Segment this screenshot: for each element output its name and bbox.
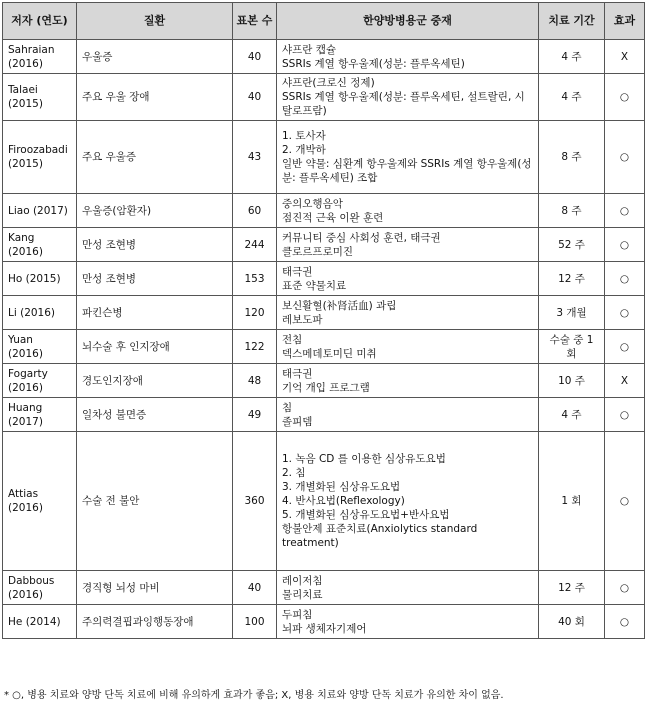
effect-cell: ○ <box>605 571 645 605</box>
sample-size-cell: 43 <box>233 121 277 194</box>
effect-cell: ○ <box>605 121 645 194</box>
intervention-line: 샤프란 캡슐 <box>282 43 337 56</box>
duration-cell: 8 주 <box>539 121 605 194</box>
table-row <box>3 330 645 364</box>
duration-cell: 12 주 <box>539 571 605 605</box>
disease-cell: 만성 조현병 <box>77 262 233 296</box>
intervention-line: 태극권 <box>282 265 313 278</box>
intervention-line: 물리치료 <box>282 588 323 601</box>
duration-cell: 8 주 <box>539 194 605 228</box>
effect-cell: ○ <box>605 605 645 639</box>
disease-cell: 주요 우울 장애 <box>77 74 233 121</box>
effect-cell: ○ <box>605 74 645 121</box>
intervention-cell <box>277 40 539 74</box>
intervention-line: 1. 토사자 <box>282 130 326 142</box>
table-row <box>3 432 645 571</box>
disease-cell: 수술 전 불안 <box>77 432 233 571</box>
duration-cell: 4 주 <box>539 398 605 432</box>
header-intervention: 한양방병용군 중재 <box>277 3 539 40</box>
intervention-line: 중의오행음악 <box>282 197 343 210</box>
duration-cell: 4 주 <box>539 40 605 74</box>
disease-cell: 경직형 뇌성 마비 <box>77 571 233 605</box>
effect-cell: ○ <box>605 432 645 571</box>
intervention-cell <box>277 121 539 194</box>
duration-cell: 52 주 <box>539 228 605 262</box>
table-row <box>3 364 645 398</box>
disease-cell: 파킨슨병 <box>77 296 233 330</box>
header-row <box>3 3 645 40</box>
author-cell: Huang (2017) <box>3 398 77 432</box>
intervention-line: 표준 약물치료 <box>282 279 347 292</box>
table-row <box>3 398 645 432</box>
intervention-line: 항불안제 표준치료(Anxiolytics standard treatment) <box>282 523 478 549</box>
intervention-line: 덱스메데토미딘 미취 <box>282 347 377 360</box>
author-cell: Firoozabadi (2015) <box>3 121 77 194</box>
disease-cell: 주요 우울증 <box>77 121 233 194</box>
header-author: 저자 (연도) <box>3 3 77 40</box>
disease-cell: 뇌수술 후 인지장애 <box>77 330 233 364</box>
sample-size-cell: 360 <box>233 432 277 571</box>
sample-size-cell: 122 <box>233 330 277 364</box>
intervention-cell <box>277 432 539 571</box>
intervention-line: 태극권 <box>282 367 313 380</box>
duration-cell: 40 회 <box>539 605 605 639</box>
intervention-line: 레보도파 <box>282 313 323 326</box>
table-row <box>3 571 645 605</box>
table-body <box>3 40 645 639</box>
author-cell: Liao (2017) <box>3 194 77 228</box>
footnote: * ○, 병용 치료와 양방 단독 치료에 비해 유의하게 효과가 좋음; X, 병용 치료와 양방 단독 치료가 유의한 차이 없음. <box>4 690 504 701</box>
intervention-cell <box>277 194 539 228</box>
intervention-line: 3. 개별화된 심상유도요법 <box>282 481 401 493</box>
intervention-cell <box>277 74 539 121</box>
intervention-cell <box>277 364 539 398</box>
table-row <box>3 74 645 121</box>
effect-cell: ○ <box>605 398 645 432</box>
duration-cell: 수술 중 1 회 <box>539 330 605 364</box>
effect-cell: ○ <box>605 330 645 364</box>
intervention-line: 레이저침 <box>282 574 323 587</box>
author-cell: Kang (2016) <box>3 228 77 262</box>
intervention-line: 점진적 근육 이완 훈련 <box>282 211 384 224</box>
author-cell: Li (2016) <box>3 296 77 330</box>
intervention-line: 2. 개박하 <box>282 144 326 156</box>
header-effect: 효과 <box>605 3 645 40</box>
disease-cell: 우울증(암환자) <box>77 194 233 228</box>
intervention-line: 5. 개별화된 심상유도요법+반사요법 <box>282 509 450 521</box>
author-cell: Fogarty (2016) <box>3 364 77 398</box>
sample-size-cell: 40 <box>233 571 277 605</box>
intervention-line: 기억 개입 프로그램 <box>282 381 370 394</box>
table-row <box>3 228 645 262</box>
intervention-line: 4. 반사요법(Reflexology) <box>282 495 405 507</box>
author-cell: Attias (2016) <box>3 432 77 571</box>
header-duration: 치료 기간 <box>539 3 605 40</box>
intervention-table <box>2 2 645 639</box>
duration-cell: 10 주 <box>539 364 605 398</box>
intervention-line: 1. 녹음 CD 를 이용한 심상유도요법 <box>282 453 446 465</box>
intervention-line: 보신활혈(补肾活血) 과립 <box>282 299 397 312</box>
effect-cell: ○ <box>605 296 645 330</box>
duration-cell: 4 주 <box>539 74 605 121</box>
effect-cell: ○ <box>605 228 645 262</box>
intervention-line: 샤프란(크로신 정제) <box>282 77 375 89</box>
sample-size-cell: 120 <box>233 296 277 330</box>
sample-size-cell: 40 <box>233 40 277 74</box>
effect-cell: X <box>605 40 645 74</box>
author-cell: Talaei (2015) <box>3 74 77 121</box>
intervention-cell <box>277 330 539 364</box>
table-row <box>3 40 645 74</box>
intervention-cell <box>277 296 539 330</box>
effect-cell: ○ <box>605 194 645 228</box>
header-disease: 질환 <box>77 3 233 40</box>
disease-cell: 우울증 <box>77 40 233 74</box>
header-sample-size: 표본 수 <box>233 3 277 40</box>
intervention-line: 클로르프로미진 <box>282 245 354 258</box>
sample-size-cell: 244 <box>233 228 277 262</box>
disease-cell: 주의력결핍과잉행동장애 <box>77 605 233 639</box>
effect-cell: ○ <box>605 262 645 296</box>
intervention-line: 일반 약물: 심환계 항우울제와 SSRIs 계열 항우울제(성분: 플루옥세틴) 조합 <box>282 158 532 184</box>
sample-size-cell: 100 <box>233 605 277 639</box>
author-cell: Ho (2015) <box>3 262 77 296</box>
intervention-line: 두피침 <box>282 608 313 621</box>
intervention-line: 커뮤니티 중심 사회성 훈련, 태극권 <box>282 231 441 244</box>
duration-cell: 1 회 <box>539 432 605 571</box>
disease-cell: 일차성 불면증 <box>77 398 233 432</box>
sample-size-cell: 153 <box>233 262 277 296</box>
sample-size-cell: 49 <box>233 398 277 432</box>
table-row <box>3 194 645 228</box>
duration-cell: 12 주 <box>539 262 605 296</box>
author-cell: Yuan (2016) <box>3 330 77 364</box>
intervention-cell <box>277 262 539 296</box>
table-row <box>3 121 645 194</box>
author-cell: He (2014) <box>3 605 77 639</box>
intervention-line: SSRIs 계열 항우울제(성분: 플루옥세틴, 설트랄린, 시탈로프람) <box>282 91 525 117</box>
intervention-cell <box>277 228 539 262</box>
intervention-line: 뇌파 생체자기제어 <box>282 622 367 635</box>
intervention-cell <box>277 398 539 432</box>
intervention-cell <box>277 605 539 639</box>
intervention-line: 전침 <box>282 333 303 346</box>
disease-cell: 경도인지장애 <box>77 364 233 398</box>
disease-cell: 만성 조현병 <box>77 228 233 262</box>
effect-cell: X <box>605 364 645 398</box>
sample-size-cell: 60 <box>233 194 277 228</box>
author-cell: Dabbous (2016) <box>3 571 77 605</box>
sample-size-cell: 48 <box>233 364 277 398</box>
intervention-cell <box>277 571 539 605</box>
intervention-line: 2. 침 <box>282 467 306 479</box>
duration-cell: 3 개월 <box>539 296 605 330</box>
table-row <box>3 296 645 330</box>
sample-size-cell: 40 <box>233 74 277 121</box>
author-cell: Sahraian (2016) <box>3 40 77 74</box>
table-row <box>3 262 645 296</box>
intervention-line: 침 <box>282 401 293 414</box>
table-row <box>3 605 645 639</box>
intervention-line: SSRIs 계열 항우울제(성분: 플루옥세틴) <box>282 57 465 70</box>
intervention-line: 졸피뎀 <box>282 415 313 428</box>
